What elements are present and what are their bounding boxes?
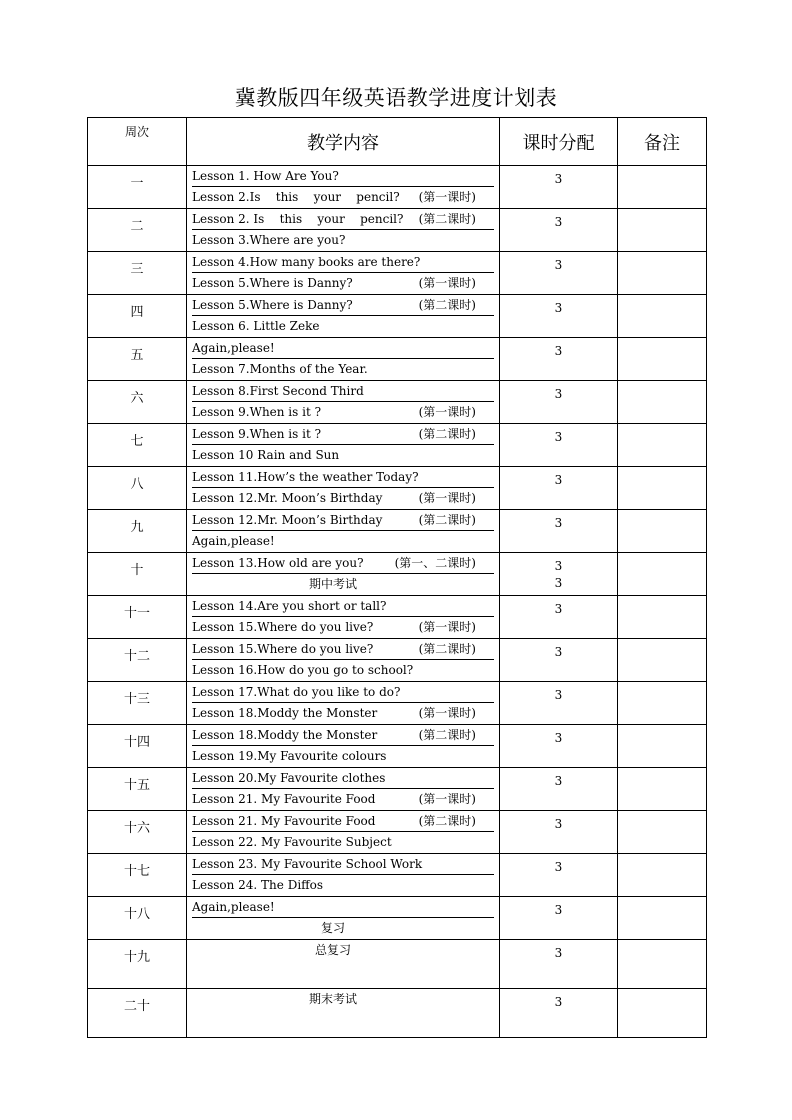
hours-cell <box>500 682 618 725</box>
table-row <box>88 682 707 725</box>
period-tag <box>476 445 494 466</box>
hours-value: 3 <box>554 172 563 186</box>
table-row <box>88 811 707 854</box>
period-tag: (第二课时) <box>418 298 476 312</box>
week-cell: 十五 <box>88 768 187 811</box>
period-tag <box>476 682 494 702</box>
hours-value: 3 <box>554 430 563 444</box>
content-cell <box>187 510 500 553</box>
content-cell <box>187 381 500 424</box>
hours-value: 3 <box>554 995 563 1009</box>
hours-cell <box>500 768 618 811</box>
period-tag <box>476 854 494 874</box>
week-cell: 一 <box>88 166 187 209</box>
period-tag: (第二课时) <box>418 427 476 441</box>
notes-cell <box>618 166 707 209</box>
week-cell: 十四 <box>88 725 187 768</box>
lesson-text: Again,please! <box>192 341 275 355</box>
content-cell <box>187 338 500 381</box>
lesson-line <box>192 574 494 595</box>
lesson-line <box>192 316 494 337</box>
hours-value: 3 <box>554 559 563 573</box>
lesson-text: Lesson 22. My Favourite Subject <box>192 835 392 849</box>
lesson-text: Lesson 8.First Second Third <box>192 384 364 398</box>
lesson-text: Lesson 16.How do you go to school? <box>192 663 414 677</box>
lesson-line <box>192 467 494 488</box>
lesson-text: Again,please! <box>192 900 275 914</box>
lesson-line <box>192 381 494 402</box>
notes-cell <box>618 989 707 1038</box>
week-cell: 六 <box>88 381 187 424</box>
content-cell <box>187 897 500 940</box>
lesson-text: Lesson 15.Where do you live? <box>192 620 374 634</box>
lesson-text: 总复习 <box>314 943 351 957</box>
lesson-line <box>192 617 494 638</box>
hours-cell <box>500 467 618 510</box>
lesson-line <box>192 209 494 230</box>
week-cell: 七 <box>88 424 187 467</box>
table-row <box>88 639 707 682</box>
lesson-text: Lesson 18.Moddy the Monster <box>192 728 378 742</box>
page-title: 冀教版四年级英语教学进度计划表 <box>234 86 558 110</box>
hours-value: 3 <box>554 774 563 788</box>
week-cell: 十七 <box>88 854 187 897</box>
lesson-text: Lesson 9.When is it ? <box>192 405 322 419</box>
week-cell: 五 <box>88 338 187 381</box>
hours-value: 3 <box>554 473 563 487</box>
hours-cell <box>500 854 618 897</box>
hours-value: 3 <box>554 215 563 229</box>
lesson-text: Lesson 24. The Diffos <box>192 878 324 892</box>
hours-cell <box>500 596 618 639</box>
lesson-text: 期末考试 <box>308 992 357 1006</box>
week-cell: 十八 <box>88 897 187 940</box>
schedule-table <box>87 117 707 1038</box>
period-tag: (第二课时) <box>418 814 476 828</box>
lesson-line <box>192 553 494 574</box>
lesson-text: Lesson 12.Mr. Moon’s Birthday <box>192 513 383 527</box>
notes-cell <box>618 596 707 639</box>
lesson-text: Lesson 19.My Favourite colours <box>192 749 387 763</box>
content-cell <box>187 295 500 338</box>
period-tag <box>476 166 494 186</box>
week-cell: 十三 <box>88 682 187 725</box>
hours-value: 3 <box>554 258 563 272</box>
hours-cell <box>500 725 618 768</box>
week-cell: 八 <box>88 467 187 510</box>
notes-cell <box>618 424 707 467</box>
lesson-line <box>192 295 494 316</box>
lesson-line <box>192 854 494 875</box>
notes-cell <box>618 682 707 725</box>
lesson-text: Lesson 21. My Favourite Food <box>192 814 376 828</box>
hours-value: 3 <box>554 645 563 659</box>
notes-cell <box>618 639 707 682</box>
period-tag <box>476 897 494 917</box>
content-cell <box>187 811 500 854</box>
period-tag: (第一课时) <box>418 190 476 204</box>
hours-cell <box>500 989 618 1038</box>
week-cell: 四 <box>88 295 187 338</box>
content-cell <box>187 639 500 682</box>
hours-value: 3 <box>554 387 563 401</box>
period-tag <box>476 875 494 896</box>
lesson-text: Lesson 18.Moddy the Monster <box>192 706 378 720</box>
hours-cell <box>500 338 618 381</box>
hours-value: 3 <box>554 817 563 831</box>
week-cell: 十 <box>88 553 187 596</box>
lesson-line <box>192 445 494 466</box>
hours-cell <box>500 381 618 424</box>
hours-cell <box>500 424 618 467</box>
content-cell <box>187 725 500 768</box>
period-tag <box>476 252 494 272</box>
content-cell <box>187 854 500 897</box>
hours-value: 3 <box>554 602 563 616</box>
hours-cell <box>500 510 618 553</box>
hours-cell <box>500 166 618 209</box>
period-tag <box>476 768 494 788</box>
lesson-line <box>192 187 494 208</box>
lesson-text: Lesson 15.Where do you live? <box>192 642 374 656</box>
notes-cell <box>618 510 707 553</box>
table-row <box>88 252 707 295</box>
table-row <box>88 940 707 989</box>
table-row <box>88 381 707 424</box>
period-tag: (第一课时) <box>418 276 476 290</box>
notes-cell <box>618 252 707 295</box>
lesson-text: Lesson 4.How many books are there? <box>192 255 421 269</box>
period-tag <box>476 359 494 380</box>
lesson-text: Lesson 20.My Favourite clothes <box>192 771 386 785</box>
lesson-text: Lesson 2. Is this your pencil? <box>192 212 404 226</box>
hours-cell <box>500 639 618 682</box>
lesson-line <box>192 252 494 273</box>
content-cell <box>187 940 500 989</box>
lesson-text: Lesson 13.How old are you? <box>192 556 364 570</box>
lesson-line <box>192 510 494 531</box>
hours-cell <box>500 940 618 989</box>
lesson-text: Lesson 5.Where is Danny? <box>192 298 353 312</box>
table-row <box>88 510 707 553</box>
content-cell <box>187 768 500 811</box>
week-cell: 三 <box>88 252 187 295</box>
lesson-line <box>192 725 494 746</box>
period-tag <box>476 746 494 767</box>
period-tag <box>476 660 494 681</box>
lesson-line <box>192 424 494 445</box>
period-tag <box>476 596 494 616</box>
hours-value: 3 <box>554 344 563 358</box>
header-row <box>88 118 707 166</box>
period-tag: (第二课时) <box>418 728 476 742</box>
lesson-line <box>192 918 494 939</box>
lesson-line <box>192 639 494 660</box>
lesson-line <box>192 402 494 423</box>
header-content: 教学内容 <box>187 118 500 166</box>
notes-cell <box>618 467 707 510</box>
lesson-line <box>192 897 494 918</box>
lesson-line <box>192 488 494 509</box>
lesson-text: Lesson 10 Rain and Sun <box>192 448 340 462</box>
lesson-text: Lesson 9.When is it ? <box>192 427 322 441</box>
period-tag: (第一、二课时) <box>394 556 476 570</box>
period-tag <box>476 832 494 853</box>
lesson-text: Lesson 1. How Are You? <box>192 169 339 183</box>
table-row <box>88 553 707 596</box>
period-tag <box>476 531 494 552</box>
hours-value: 3 <box>554 860 563 874</box>
hours-cell <box>500 897 618 940</box>
content-cell <box>187 424 500 467</box>
period-tag <box>476 467 494 487</box>
hours-cell <box>500 252 618 295</box>
lesson-line <box>192 832 494 853</box>
notes-cell <box>618 811 707 854</box>
content-cell <box>187 209 500 252</box>
hours-value: 3 <box>554 688 563 702</box>
notes-cell <box>618 553 707 596</box>
lesson-text: 期中考试 <box>308 577 357 591</box>
table-row <box>88 338 707 381</box>
period-tag: (第一课时) <box>418 706 476 720</box>
lesson-line <box>192 768 494 789</box>
header-notes: 备注 <box>618 118 707 166</box>
lesson-line <box>192 359 494 380</box>
hours-value: 3 <box>554 301 563 315</box>
lesson-line <box>192 811 494 832</box>
header-week: 周次 <box>88 118 187 166</box>
hours-value: 3 <box>554 516 563 530</box>
week-cell: 十九 <box>88 940 187 989</box>
lesson-line <box>192 989 494 1010</box>
header-hours: 课时分配 <box>500 118 618 166</box>
lesson-text: Lesson 3.Where are you? <box>192 233 346 247</box>
content-cell <box>187 682 500 725</box>
lesson-line <box>192 660 494 681</box>
lesson-text: Lesson 23. My Favourite School Work <box>192 857 423 871</box>
hours-cell <box>500 209 618 252</box>
week-cell: 十六 <box>88 811 187 854</box>
content-cell <box>187 553 500 596</box>
lesson-text: Again,please! <box>192 534 275 548</box>
lesson-line <box>192 940 494 961</box>
lesson-line <box>192 703 494 724</box>
notes-cell <box>618 381 707 424</box>
lesson-line <box>192 596 494 617</box>
notes-cell <box>618 725 707 768</box>
period-tag: (第一课时) <box>418 792 476 806</box>
notes-cell <box>618 209 707 252</box>
lesson-line <box>192 682 494 703</box>
notes-cell <box>618 768 707 811</box>
lesson-text: Lesson 17.What do you like to do? <box>192 685 401 699</box>
period-tag: (第一课时) <box>418 405 476 419</box>
lesson-text: Lesson 14.Are you short or tall? <box>192 599 387 613</box>
table-row <box>88 725 707 768</box>
lesson-text: Lesson 21. My Favourite Food <box>192 792 376 806</box>
lesson-line <box>192 875 494 896</box>
table-row <box>88 166 707 209</box>
notes-cell <box>618 854 707 897</box>
table-row <box>88 209 707 252</box>
lesson-line <box>192 746 494 767</box>
period-tag <box>476 230 494 251</box>
table-row <box>88 897 707 940</box>
hours-cell <box>500 811 618 854</box>
period-tag <box>476 338 494 358</box>
lesson-text: Lesson 6. Little Zeke <box>192 319 320 333</box>
lesson-line <box>192 230 494 251</box>
hours-value: 3 <box>554 946 563 960</box>
notes-cell <box>618 338 707 381</box>
lesson-line <box>192 338 494 359</box>
period-tag: (第二课时) <box>418 642 476 656</box>
week-cell: 十一 <box>88 596 187 639</box>
lesson-line <box>192 789 494 810</box>
content-cell <box>187 596 500 639</box>
content-cell <box>187 467 500 510</box>
lesson-text: 复习 <box>320 921 345 935</box>
week-cell: 九 <box>88 510 187 553</box>
table-row <box>88 854 707 897</box>
hours-value: 3 <box>554 903 563 917</box>
lesson-line <box>192 166 494 187</box>
lesson-text: Lesson 7.Months of the Year. <box>192 362 368 376</box>
week-cell: 十二 <box>88 639 187 682</box>
notes-cell <box>618 295 707 338</box>
lesson-text: Lesson 12.Mr. Moon’s Birthday <box>192 491 383 505</box>
notes-cell <box>618 897 707 940</box>
table-row <box>88 768 707 811</box>
lesson-line <box>192 531 494 552</box>
table-row <box>88 596 707 639</box>
table-row <box>88 467 707 510</box>
hours-cell <box>500 295 618 338</box>
content-cell <box>187 989 500 1038</box>
table-row <box>88 424 707 467</box>
content-cell <box>187 252 500 295</box>
lesson-text: Lesson 11.How’s the weather Today? <box>192 470 419 484</box>
hours-value: 3 <box>554 576 563 590</box>
lesson-text: Lesson 5.Where is Danny? <box>192 276 353 290</box>
hours-value: 3 <box>554 731 563 745</box>
week-cell: 二十 <box>88 989 187 1038</box>
week-cell: 二 <box>88 209 187 252</box>
period-tag: (第一课时) <box>418 491 476 505</box>
period-tag: (第二课时) <box>418 212 476 226</box>
lesson-line <box>192 273 494 294</box>
hours-cell <box>500 553 618 596</box>
period-tag <box>476 316 494 337</box>
notes-cell <box>618 940 707 989</box>
content-cell <box>187 166 500 209</box>
period-tag: (第二课时) <box>418 513 476 527</box>
table-row <box>88 989 707 1038</box>
period-tag <box>476 381 494 401</box>
schedule-body <box>88 166 707 1038</box>
period-tag: (第一课时) <box>418 620 476 634</box>
lesson-text: Lesson 2.Is this your pencil? <box>192 190 400 204</box>
table-row <box>88 295 707 338</box>
